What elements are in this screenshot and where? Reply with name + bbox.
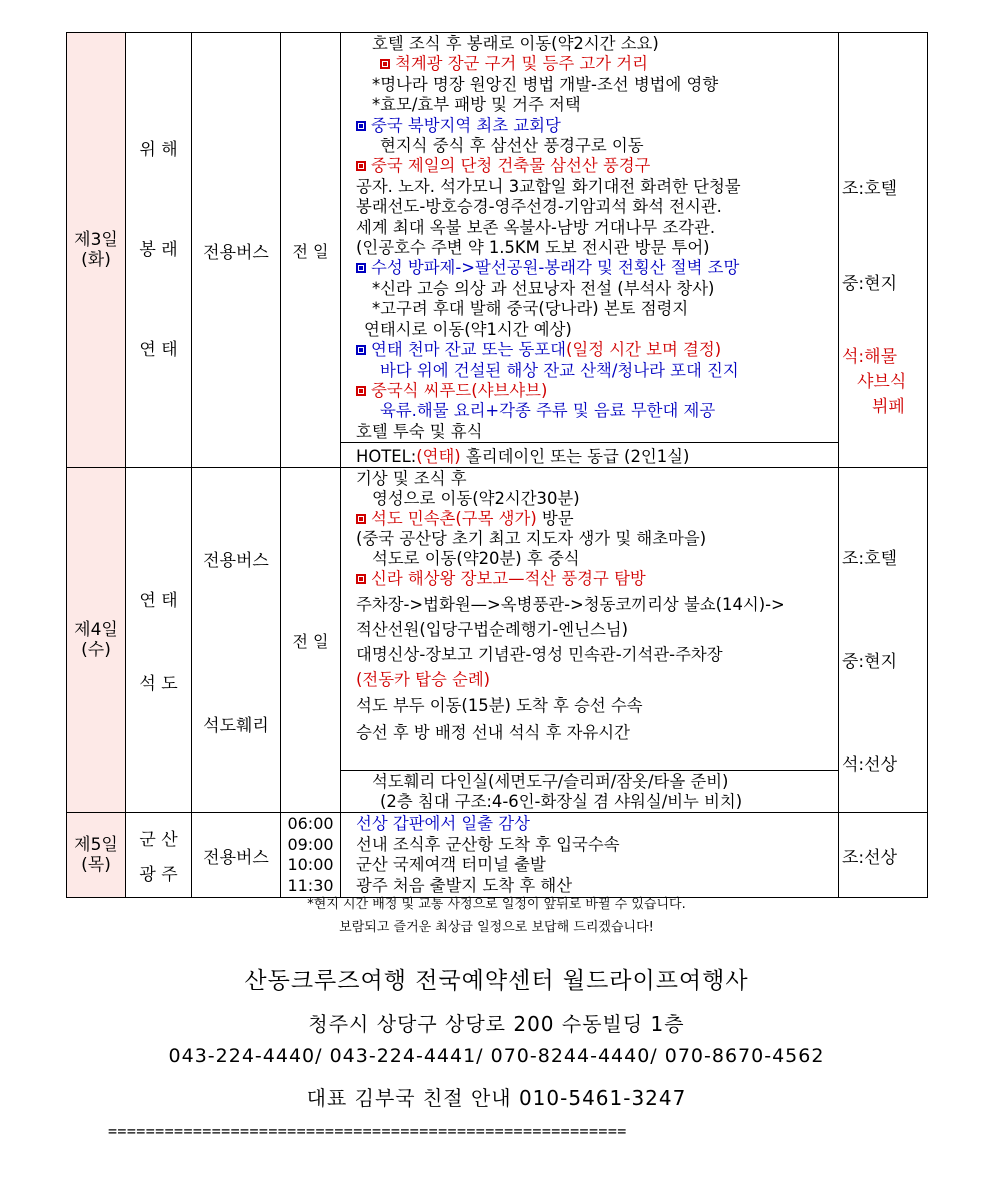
schedule-line: 연태 천마 잔교 또는 동포대(일정 시간 보며 결정) bbox=[356, 340, 838, 360]
schedule-line: 세계 최대 옥불 보존 옥불사-남방 거대나무 조각관. bbox=[356, 217, 716, 237]
day4-transport bbox=[192, 468, 281, 813]
meal-breakfast: 조:호텔 bbox=[842, 178, 897, 199]
meal-breakfast: 조:선상 bbox=[842, 847, 897, 868]
schedule-line: 선상 갑판에서 일출 감상 bbox=[356, 814, 530, 834]
day5-label: 제5일 bbox=[74, 835, 118, 856]
square-bullet-icon bbox=[356, 263, 366, 273]
schedule-line: 공자. 노자. 석가모니 3교합일 화기대전 화려한 단청물 bbox=[356, 176, 741, 196]
schedule-line: 선내 조식후 군산항 도착 후 입국수속 bbox=[356, 834, 620, 854]
hotel-city: (연태) bbox=[416, 447, 461, 467]
meal-lunch: 중:현지 bbox=[842, 273, 897, 294]
time-slot: 11:30 bbox=[287, 875, 334, 895]
schedule-line: 척계광 장군 구거 및 등주 고가 거리 bbox=[356, 54, 838, 74]
schedule-line: 승선 후 방 배정 선내 석식 후 자유시간 bbox=[356, 723, 630, 743]
schedule-line: 호텔 조식 후 봉래로 이동(약2시간 소요) bbox=[372, 34, 659, 53]
day3-weekday: (화) bbox=[81, 250, 111, 271]
ferry-info bbox=[341, 770, 838, 812]
schedule-line: 신라 해상왕 장보고—적산 풍경구 탐방 bbox=[356, 569, 838, 589]
day5-cities bbox=[126, 813, 192, 898]
city-weihai: 위 해 bbox=[139, 140, 178, 161]
itinerary-table bbox=[66, 32, 928, 898]
schedule-line: 중국 제일의 단청 건축물 삼선산 풍경구 bbox=[356, 156, 838, 176]
day5-times bbox=[281, 813, 341, 898]
schedule-line: 석도 부두 이동(15분) 도착 후 승선 수속 bbox=[356, 696, 643, 716]
day4-cell bbox=[67, 468, 126, 813]
schedule-line: 주차장->법화원—>옥병풍관->청동코끼리상 불쇼(14시)-> bbox=[356, 595, 785, 615]
day4-time: 전 일 bbox=[281, 468, 341, 813]
agency-representative: 대표 김부국 친절 안내 010-5461-3247 bbox=[306, 1086, 687, 1110]
day3-label: 제3일 bbox=[74, 230, 118, 251]
meal-lunch: 중:현지 bbox=[842, 651, 897, 672]
schedule-line: 호텔 투숙 및 휴식 bbox=[356, 421, 483, 441]
city-gunsan: 군 산 bbox=[139, 830, 178, 851]
schedule-line: 기상 및 조식 후 bbox=[356, 469, 467, 489]
city-shidao: 석 도 bbox=[139, 674, 178, 695]
transport-ferry: 석도훼리 bbox=[203, 716, 269, 737]
meal-dinner: 석:해물 bbox=[842, 346, 897, 367]
notice-line: 보람되고 즐거운 최상급 일정으로 보답해 드리겠습니다! bbox=[339, 920, 654, 935]
day5-schedule bbox=[341, 813, 839, 898]
schedule-line: *효모/효부 패방 및 거주 저택 bbox=[372, 95, 581, 115]
schedule-line: 광주 처음 출발지 도착 후 해산 bbox=[356, 875, 573, 895]
day5-transport: 전용버스 bbox=[192, 813, 281, 898]
day4-cities bbox=[126, 468, 192, 813]
city-yantai: 연 태 bbox=[139, 591, 178, 612]
schedule-line: (중국 공산당 초기 최고 지도자 생가 및 해초마을) bbox=[356, 529, 707, 549]
city-gwangju: 광 주 bbox=[139, 865, 178, 886]
schedule-line: 석도 민속촌(구목 생가) 방문 bbox=[356, 509, 838, 529]
schedule-line: *명나라 명장 원앙진 병법 개발-조선 병법에 영향 bbox=[372, 74, 719, 94]
schedule-line: 현지식 중식 후 삼선산 풍경구로 이동 bbox=[380, 136, 644, 156]
schedule-line: 군산 국제여객 터미널 출발 bbox=[356, 855, 546, 875]
schedule-line: 바다 위에 건설된 해상 잔교 산책/청나라 포대 진지 bbox=[380, 360, 739, 380]
day3-schedule bbox=[341, 33, 839, 443]
agency-phones: 043-224-4440/ 043-224-4441/ 070-8244-4440/ 070-8670-4562 bbox=[168, 1045, 825, 1067]
schedule-line: *고구려 후대 발해 중국(당나라) 본토 점령지 bbox=[372, 299, 689, 319]
meal-dinner-line3: 뷔페 bbox=[872, 396, 905, 417]
schedule-line: *신라 고승 의상 과 선묘낭자 전설 (부석사 창사) bbox=[372, 278, 715, 298]
schedule-line: (인공호수 주변 약 1.5KM 도보 전시관 방문 투어) bbox=[356, 238, 710, 258]
day4-weekday: (수) bbox=[81, 640, 111, 661]
day5-weekday: (목) bbox=[81, 855, 111, 876]
day4-schedule bbox=[341, 468, 839, 813]
meal-breakfast: 조:호텔 bbox=[842, 548, 897, 569]
day5-meals bbox=[839, 813, 928, 898]
time-slot: 10:00 bbox=[287, 855, 334, 875]
square-bullet-icon bbox=[356, 121, 366, 131]
square-bullet-icon bbox=[356, 345, 366, 355]
meal-dinner-line2: 샤브식 bbox=[857, 371, 907, 392]
day4-label: 제4일 bbox=[74, 620, 118, 641]
day4-row bbox=[67, 468, 928, 813]
schedule-line: 중국식 씨푸드(샤브샤브) bbox=[356, 381, 838, 401]
square-bullet-icon bbox=[356, 386, 366, 396]
day3-cell bbox=[67, 33, 126, 468]
schedule-line: 중국 북방지역 최초 교회당 bbox=[356, 116, 838, 136]
day3-row bbox=[67, 33, 928, 443]
square-bullet-icon bbox=[380, 59, 390, 69]
schedule-line: (전동카 탑승 순례) bbox=[356, 670, 491, 690]
day4-meals bbox=[839, 468, 928, 813]
city-penglai: 봉 래 bbox=[139, 240, 178, 261]
square-bullet-icon bbox=[356, 161, 366, 171]
day5-cell bbox=[67, 813, 126, 898]
schedule-line: 수성 방파제->팔선공원-봉래각 및 전횡산 절벽 조망 bbox=[356, 258, 838, 278]
hotel-label: HOTEL: bbox=[356, 447, 417, 467]
meal-dinner: 석:선상 bbox=[842, 754, 897, 775]
agency-address: 청주시 상당구 상당로 200 수동빌딩 1층 bbox=[308, 1012, 685, 1036]
schedule-line: 봉래선도-방호승경-영주선경-기암괴석 화석 전시관. bbox=[356, 197, 722, 217]
schedule-line: 대명신상-장보고 기념관-영성 민속관-기석관-주차장 bbox=[356, 645, 723, 665]
ferry-line: (2층 침대 구조:4-6인-화장실 겸 샤워실/비누 비치) bbox=[380, 792, 743, 812]
day5-row bbox=[67, 813, 928, 898]
schedule-line: 영성으로 이동(약2시간30분) bbox=[372, 489, 580, 509]
day3-cities bbox=[126, 33, 192, 468]
agency-name: 산동크루즈여행 전국예약센터 월드라이프여행사 bbox=[244, 968, 749, 994]
day3-time: 전 일 bbox=[281, 33, 341, 468]
ferry-line: 석도훼리 다인실(세면도구/슬리퍼/잠옷/타올 준비) bbox=[372, 772, 729, 792]
city-yantai: 연 태 bbox=[139, 340, 178, 361]
time-slot: 09:00 bbox=[287, 834, 334, 854]
transport-bus: 전용버스 bbox=[203, 551, 269, 572]
schedule-line: 연태시로 이동(약1시간 예상) bbox=[364, 319, 572, 339]
time-slot: 06:00 bbox=[287, 814, 334, 834]
schedule-line: 육류.해물 요리+각종 주류 및 음료 무한대 제공 bbox=[380, 401, 716, 421]
square-bullet-icon bbox=[356, 514, 366, 524]
day3-meals bbox=[839, 33, 928, 468]
square-bullet-icon bbox=[356, 574, 366, 584]
notice-line: *현지 시간 배정 및 교통 사정으로 일정이 앞뒤로 바뀔 수 있습니다. bbox=[307, 897, 686, 912]
divider-rule: ======================================================= bbox=[108, 1122, 627, 1140]
day3-transport: 전용버스 bbox=[192, 33, 281, 468]
hotel-name: 홀리데이인 또는 동급 (2인1실) bbox=[460, 447, 690, 467]
schedule-line: 석도로 이동(약20분) 후 중식 bbox=[372, 549, 580, 569]
schedule-line: 적산선원(입당구법순례행기-엔닌스님) bbox=[356, 620, 629, 640]
day3-hotel bbox=[341, 443, 839, 468]
